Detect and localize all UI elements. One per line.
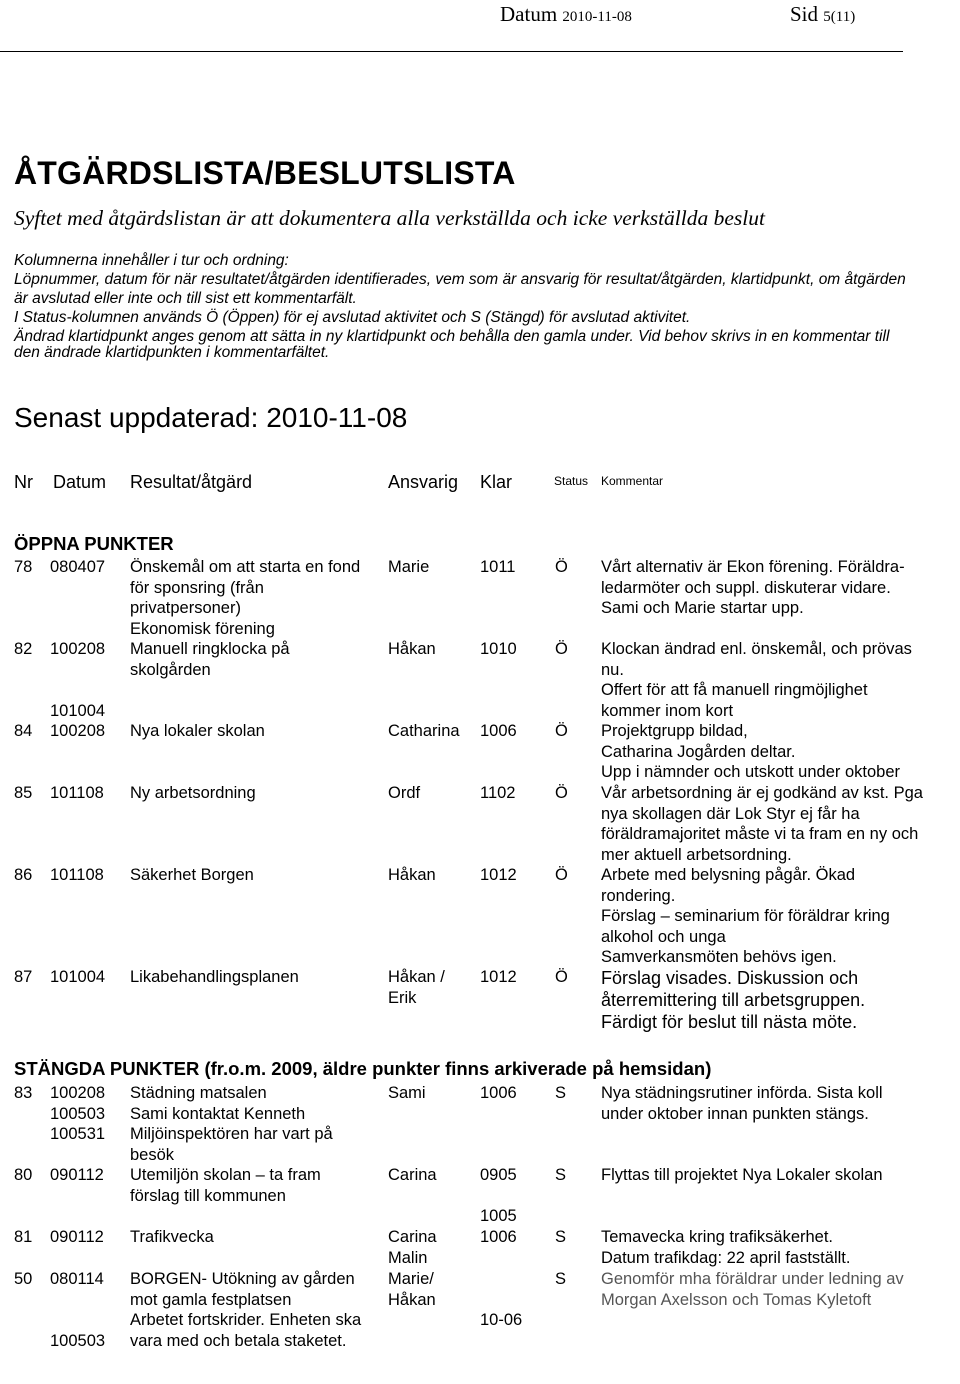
cell-line: Temavecka kring trafiksäkerhet. <box>601 1228 834 1246</box>
open-section-heading: ÖPPNA PUNKTER <box>14 533 174 554</box>
cell-line: alkohol och unga <box>601 927 726 946</box>
cell-nr: 82 <box>14 640 33 658</box>
cell-datum <box>50 1165 104 1186</box>
cell-nr: 83 <box>14 1084 33 1102</box>
cell-nr: 86 <box>14 866 33 884</box>
cell-kommentar <box>601 639 912 721</box>
column-header-status: Status <box>554 474 589 488</box>
cell-line: 1102 <box>480 784 516 802</box>
cell-klar <box>480 557 515 578</box>
cell-line: Miljöinspektören har vart på <box>130 1125 333 1143</box>
cell-line <box>480 1269 522 1290</box>
header-page <box>790 2 855 27</box>
cell-line: nya skollagen där Lok Styr ej får ha <box>601 804 860 823</box>
cell-line: Morgan Axelsson och Tomas Kyletoft <box>601 1290 872 1309</box>
cell-line <box>480 1186 517 1207</box>
cell-line: Utemiljön skolan – ta fram <box>130 1166 321 1184</box>
cell-resultat <box>130 639 290 680</box>
intro-line: Kolumnerna innehåller i tur och ordning: <box>14 252 289 269</box>
cell-line: 080114 <box>50 1270 104 1288</box>
cell-status: S <box>555 1084 567 1102</box>
cell-datum <box>50 1227 104 1248</box>
cell-line: Förslag visades. Diskussion och <box>601 968 859 988</box>
cell-status: Ö <box>555 784 568 802</box>
cell-line: förslag till kommunen <box>130 1186 286 1205</box>
cell-ansvarig <box>388 1165 437 1186</box>
cell-line: Projektgrupp bildad, <box>601 722 748 740</box>
cell-kommentar <box>601 865 890 968</box>
cell-nr: 80 <box>14 1166 33 1184</box>
cell-status: Ö <box>555 722 568 740</box>
cell-line: Sami kontaktat Kenneth <box>130 1104 306 1123</box>
cell-line: Arbetet fortskrider. Enheten ska <box>130 1311 362 1329</box>
header-date-value: 2010-11-08 <box>562 9 632 25</box>
cell-line: kommer inom kort <box>601 701 734 720</box>
cell-line: Datum trafikdag: 22 april fastställt. <box>601 1248 851 1267</box>
cell-line: Malin <box>388 1248 428 1267</box>
cell-line: Trafikvecka <box>130 1228 214 1246</box>
cell-line: Flyttas till projektet Nya Lokaler skolan <box>601 1166 883 1184</box>
cell-line: Förslag – seminarium för föräldrar kring <box>601 907 890 925</box>
cell-line: Vår arbetsordning är ej godkänd av kst. Pga <box>601 784 923 802</box>
cell-resultat <box>130 865 254 886</box>
cell-line: föräldramajoritet måste vi ta fram en ny och <box>601 825 919 843</box>
intro-line: Löpnummer, datum för när resultatet/åtgärden identifierades, vem som är ansvarig för resultat/åtgärden, klartidpunkt, om åtgärden <box>14 271 906 288</box>
cell-kommentar <box>601 1165 883 1186</box>
cell-nr: 81 <box>14 1228 33 1246</box>
cell-line <box>50 1290 105 1311</box>
cell-line: Arbete med belysning pågår. Ökad <box>601 866 856 884</box>
cell-resultat <box>130 1083 333 1165</box>
cell-line: återremittering till arbetsgruppen. <box>601 990 866 1010</box>
cell-klar <box>480 1269 522 1331</box>
cell-datum <box>50 721 105 742</box>
cell-line: 090112 <box>50 1228 104 1246</box>
cell-klar <box>480 1227 517 1248</box>
column-header-klar: Klar <box>480 472 513 492</box>
cell-line: 0905 <box>480 1166 517 1184</box>
cell-line: Önskemål om att starta en fond <box>130 558 361 576</box>
cell-line: 1006 <box>480 1228 517 1246</box>
cell-line: 1006 <box>480 722 517 740</box>
cell-line: Offert för att få manuell ringmöjlighet <box>601 681 868 699</box>
cell-line: Klockan ändrad enl. önskemål, och prövas <box>601 640 912 658</box>
cell-datum <box>50 1083 105 1145</box>
cell-ansvarig <box>388 1227 437 1268</box>
cell-nr: 85 <box>14 784 33 802</box>
cell-datum <box>50 865 104 886</box>
cell-status: Ö <box>555 558 568 576</box>
cell-nr: 87 <box>14 968 33 986</box>
cell-line: Manuell ringklocka på <box>130 640 290 658</box>
cell-line: 101004 <box>50 968 106 986</box>
cell-line: Marie/ <box>388 1270 434 1288</box>
cell-line: 1012 <box>480 968 517 986</box>
cell-datum <box>50 639 105 721</box>
cell-ansvarig <box>388 1083 426 1104</box>
cell-line <box>50 660 105 681</box>
cell-ansvarig <box>388 639 436 660</box>
intro-line: den ändrade klartidpunkten i kommentarfältet. <box>14 344 330 361</box>
cell-line: Catharina Jogården deltar. <box>601 742 796 761</box>
cell-line: Ny arbetsordning <box>130 784 256 802</box>
cell-status: Ö <box>555 968 568 986</box>
cell-line: 090112 <box>50 1166 104 1184</box>
page-title: ÅTGÄRDSLISTA/BESLUTSLISTA <box>14 155 516 191</box>
cell-line: Carina <box>388 1228 437 1246</box>
cell-line: 100503 <box>50 1104 106 1123</box>
intro-line: är avslutad eller inte och till sist ett kommentarfält. <box>14 290 357 307</box>
cell-line: 1012 <box>480 866 517 884</box>
cell-line: Likabehandlingsplanen <box>130 968 299 986</box>
cell-line: 101108 <box>50 866 104 884</box>
cell-line: Håkan <box>388 866 436 884</box>
cell-line: nu. <box>601 660 624 679</box>
column-header-kommentar: Kommentar <box>601 474 664 488</box>
cell-datum <box>50 557 105 578</box>
intro-line: I Status-kolumnen används Ö (Öppen) för ej avslutad aktivitet och S (Stängd) för avslutad aktivitet. <box>14 309 691 326</box>
cell-resultat <box>130 1227 214 1248</box>
cell-line: besök <box>130 1145 175 1164</box>
cell-line: ledarmöter och suppl. diskuterar vidare. <box>601 578 891 597</box>
cell-line <box>50 680 105 701</box>
closed-section-heading: STÄNGDA PUNKTER (fr.o.m. 2009, äldre punkter finns arkiverade på hemsidan) <box>14 1058 712 1079</box>
cell-klar <box>480 1083 517 1104</box>
cell-status: S <box>555 1166 567 1184</box>
cell-line: Håkan <box>388 1290 436 1309</box>
cell-nr: 84 <box>14 722 33 740</box>
cell-ansvarig <box>388 1269 436 1310</box>
cell-line: för sponsring (från <box>130 578 264 597</box>
cell-resultat <box>130 1269 361 1351</box>
cell-line: Upp i nämnder och utskott under oktober <box>601 763 901 781</box>
cell-kommentar <box>601 1269 904 1310</box>
cell-line: 101004 <box>50 701 106 720</box>
cell-line: Genomför mha föräldrar under ledning av <box>601 1270 904 1288</box>
cell-klar <box>480 639 517 660</box>
cell-kommentar <box>601 783 923 865</box>
cell-line: Vårt alternativ är Ekon förening. Föräldra- <box>601 558 905 576</box>
cell-line: 100208 <box>50 640 106 658</box>
cell-resultat <box>130 557 360 639</box>
cell-line: 080407 <box>50 558 106 576</box>
cell-line: mer aktuell arbetsordning. <box>601 845 792 864</box>
cell-line: Säkerhet Borgen <box>130 866 254 884</box>
cell-ansvarig <box>388 721 460 742</box>
cell-line: skolgården <box>130 660 211 679</box>
cell-line: 1006 <box>480 1084 517 1102</box>
cell-line: Håkan / <box>388 968 445 986</box>
cell-kommentar <box>601 1083 883 1124</box>
cell-line: Nya lokaler skolan <box>130 722 265 740</box>
cell-line: Håkan <box>388 640 436 658</box>
cell-nr: 50 <box>14 1270 33 1288</box>
cell-line: Marie <box>388 558 430 576</box>
cell-klar <box>480 865 517 886</box>
cell-line: Ekonomisk förening <box>130 619 275 638</box>
cell-line: 101108 <box>50 784 104 802</box>
header-page-number: 5 <box>823 9 831 25</box>
cell-ansvarig <box>388 967 445 1008</box>
cell-line: vara med och betala staketet. <box>130 1331 347 1350</box>
cell-line: Nya städningsrutiner införda. Sista koll <box>601 1084 883 1102</box>
column-header-nr: Nr <box>14 472 33 492</box>
cell-line: 100208 <box>50 722 106 740</box>
cell-line: Färdigt för beslut till nästa möte. <box>601 1012 858 1032</box>
cell-line <box>50 1310 105 1331</box>
cell-line: 100208 <box>50 1084 106 1102</box>
column-header-resultat: Resultat/åtgärd <box>130 472 253 492</box>
cell-line: Carina <box>388 1166 437 1184</box>
header-date-label: Datum <box>500 2 558 26</box>
cell-line: Sami <box>388 1084 426 1102</box>
cell-resultat <box>130 783 256 804</box>
cell-line: Catharina <box>388 722 460 740</box>
header-page-label: Sid <box>790 2 819 26</box>
header-date <box>500 2 632 27</box>
cell-kommentar <box>601 1227 850 1268</box>
cell-status: Ö <box>555 640 568 658</box>
last-updated: Senast uppdaterad: 2010-11-08 <box>14 402 408 433</box>
cell-ansvarig <box>388 865 436 886</box>
cell-line: 10-06 <box>480 1311 523 1329</box>
cell-kommentar <box>601 967 865 1033</box>
cell-line: 100503 <box>50 1331 106 1350</box>
header-page-total: (11) <box>830 9 856 25</box>
column-header-datum: Datum <box>53 472 107 492</box>
cell-line: Ordf <box>388 784 421 802</box>
cell-line: mot gamla festplatsen <box>130 1290 292 1309</box>
cell-line: Sami och Marie startar upp. <box>601 599 804 617</box>
cell-klar <box>480 1165 517 1227</box>
cell-line <box>480 1290 522 1311</box>
cell-line: Samverkansmöten behövs igen. <box>601 948 837 966</box>
cell-line: BORGEN- Utökning av gården <box>130 1270 355 1288</box>
cell-resultat <box>130 721 265 742</box>
cell-ansvarig <box>388 557 429 578</box>
page-subtitle: Syftet med åtgärdslistan är att dokumentera alla verkställda och icke verkställda beslut <box>14 206 765 230</box>
cell-status: S <box>555 1270 567 1288</box>
cell-line: 1005 <box>480 1207 517 1225</box>
cell-datum <box>50 967 105 988</box>
cell-line: privatpersoner) <box>130 599 241 617</box>
cell-datum <box>50 783 104 804</box>
cell-line: 1011 <box>480 558 516 576</box>
cell-kommentar <box>601 721 900 783</box>
cell-nr: 78 <box>14 558 33 576</box>
cell-resultat <box>130 967 299 988</box>
cell-resultat <box>130 1165 321 1206</box>
cell-line: Städning matsalen <box>130 1084 267 1102</box>
cell-line: 100531 <box>50 1125 106 1143</box>
cell-status: S <box>555 1228 567 1246</box>
cell-line: Erik <box>388 988 417 1007</box>
cell-klar <box>480 721 517 742</box>
cell-ansvarig <box>388 783 420 804</box>
cell-status: Ö <box>555 866 568 884</box>
cell-line: rondering. <box>601 886 676 905</box>
intro-line: Ändrad klartidpunkt anges genom att sätta in ny klartidpunkt och behålla den gamla under. Vid behov skrivs in en kommentar till <box>14 328 890 345</box>
cell-line: 1010 <box>480 640 517 658</box>
column-header-ansvarig: Ansvarig <box>388 472 459 492</box>
cell-klar <box>480 967 517 988</box>
cell-klar <box>480 783 515 804</box>
cell-datum <box>50 1269 105 1351</box>
header-divider <box>0 51 903 52</box>
cell-kommentar <box>601 557 905 619</box>
cell-line: under oktober innan punkten stängs. <box>601 1104 869 1123</box>
